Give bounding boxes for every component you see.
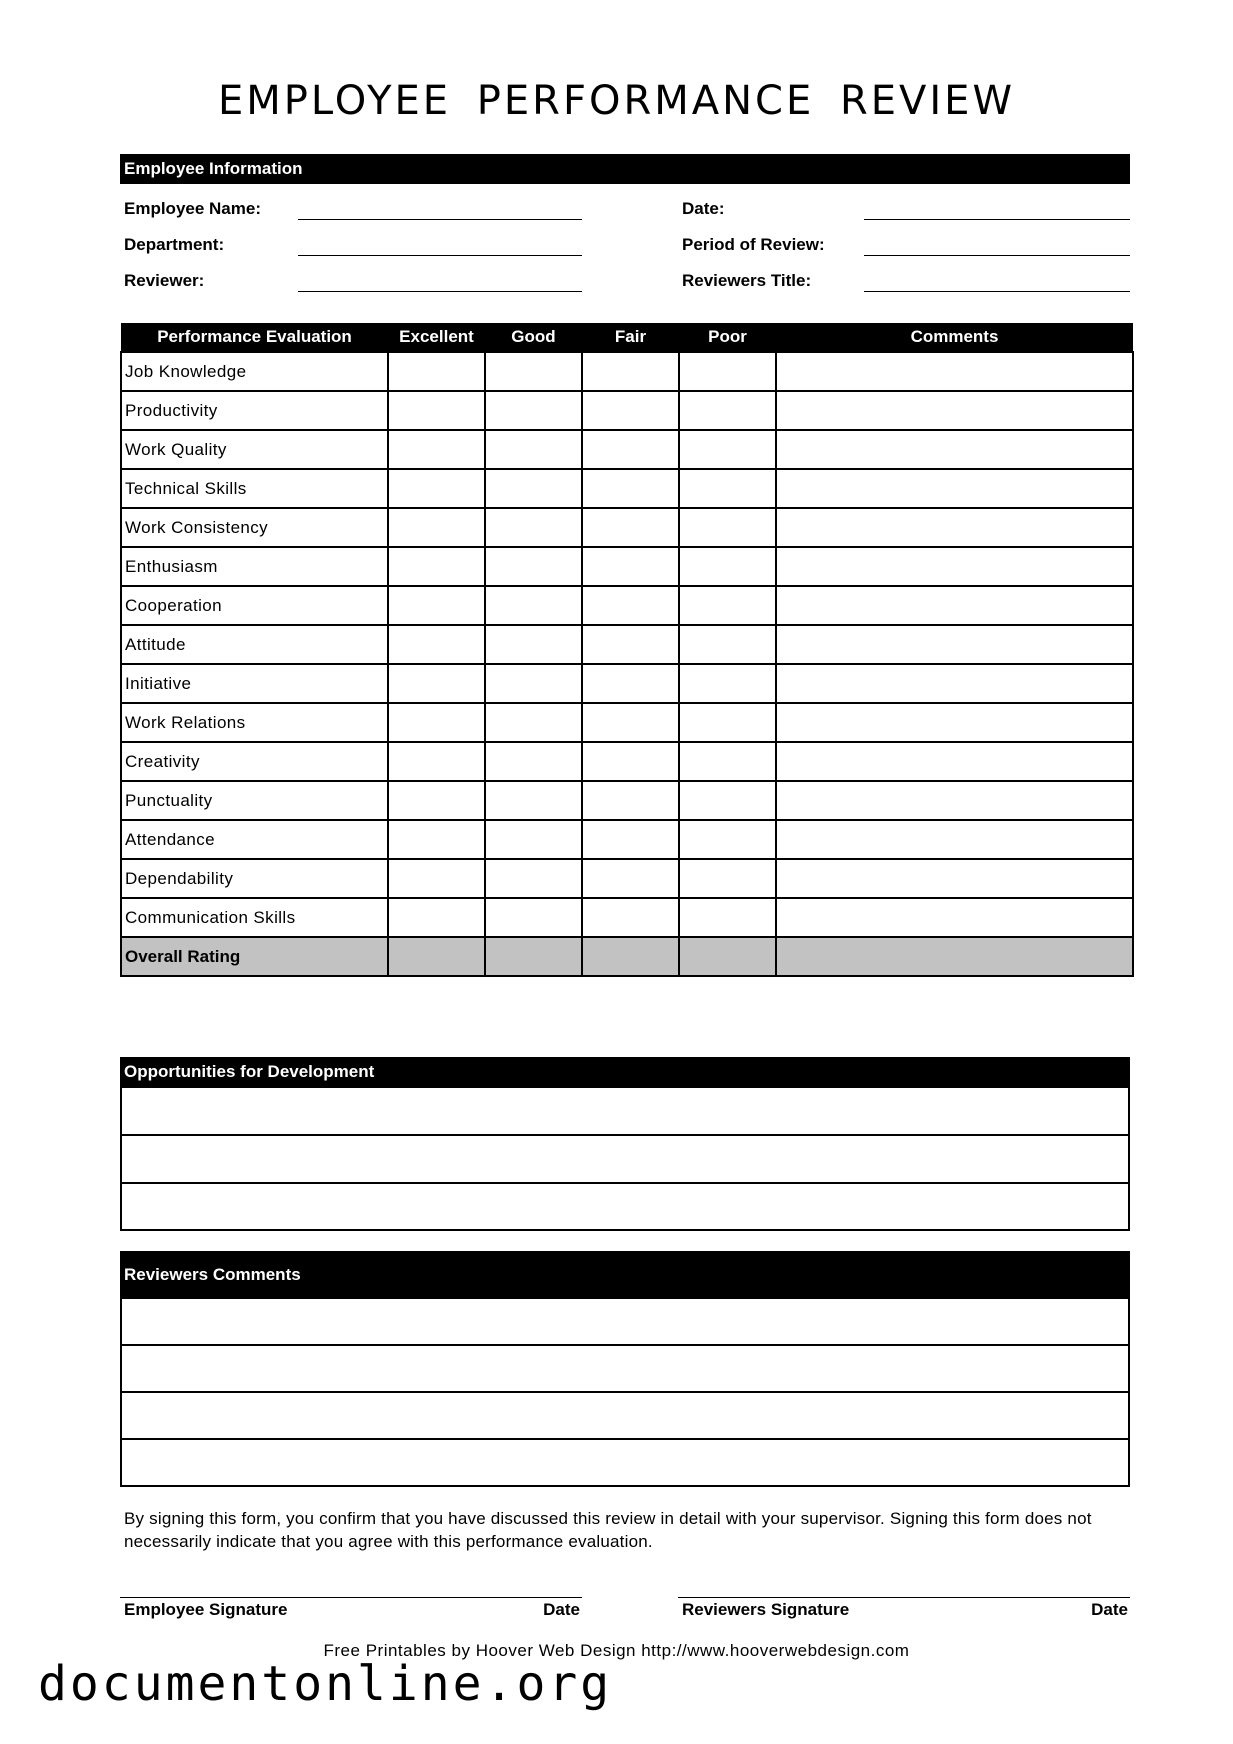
comments-cell[interactable] xyxy=(776,508,1133,547)
fair-cell[interactable] xyxy=(582,547,679,586)
evaluation-header-row xyxy=(121,323,1133,352)
page-title: EMPLOYEE PERFORMANCE REVIEW xyxy=(218,78,1015,124)
table-row xyxy=(121,781,1133,820)
good-cell[interactable] xyxy=(485,547,582,586)
table-row xyxy=(121,898,1133,937)
employee-signature-line[interactable] xyxy=(120,1597,582,1621)
excellent-cell[interactable] xyxy=(388,859,485,898)
excellent-cell[interactable] xyxy=(388,352,485,391)
comments-cell[interactable] xyxy=(776,820,1133,859)
criterion-label: Job Knowledge xyxy=(121,352,388,391)
poor-cell[interactable] xyxy=(679,547,776,586)
excellent-cell[interactable] xyxy=(388,820,485,859)
poor-cell[interactable] xyxy=(679,469,776,508)
reviewer-signature-line[interactable] xyxy=(678,1597,1130,1621)
comments-cell[interactable] xyxy=(776,586,1133,625)
fair-cell[interactable] xyxy=(582,469,679,508)
fair-cell[interactable] xyxy=(582,937,679,976)
table-row xyxy=(121,703,1133,742)
comments-cell[interactable] xyxy=(776,391,1133,430)
criterion-label: Attendance xyxy=(121,820,388,859)
department-field[interactable] xyxy=(298,255,582,256)
fair-cell[interactable] xyxy=(582,859,679,898)
comments-cell[interactable] xyxy=(776,937,1133,976)
fair-cell[interactable] xyxy=(582,586,679,625)
criterion-label: Communication Skills xyxy=(121,898,388,937)
criterion-label: Cooperation xyxy=(121,586,388,625)
criterion-label: Attitude xyxy=(121,625,388,664)
development-box xyxy=(120,1086,1130,1231)
overall-rating-row xyxy=(121,937,1133,976)
development-line[interactable] xyxy=(122,1088,1128,1136)
good-cell[interactable] xyxy=(485,937,582,976)
table-row xyxy=(121,508,1133,547)
criterion-label: Dependability xyxy=(121,859,388,898)
header-poor: Poor xyxy=(679,323,776,352)
table-row xyxy=(121,547,1133,586)
table-row xyxy=(121,820,1133,859)
poor-cell[interactable] xyxy=(679,508,776,547)
reviewer-comments-box xyxy=(120,1297,1130,1487)
comments-cell[interactable] xyxy=(776,625,1133,664)
poor-cell[interactable] xyxy=(679,625,776,664)
comments-cell[interactable] xyxy=(776,742,1133,781)
reviewer-comments-header: Reviewers Comments xyxy=(120,1251,1130,1298)
excellent-cell[interactable] xyxy=(388,469,485,508)
fair-cell[interactable] xyxy=(582,352,679,391)
poor-cell[interactable] xyxy=(679,703,776,742)
good-cell[interactable] xyxy=(485,781,582,820)
comments-cell[interactable] xyxy=(776,469,1133,508)
criterion-label: Technical Skills xyxy=(121,469,388,508)
poor-cell[interactable] xyxy=(679,859,776,898)
good-cell[interactable] xyxy=(485,469,582,508)
good-cell[interactable] xyxy=(485,664,582,703)
excellent-cell[interactable] xyxy=(388,625,485,664)
comment-line[interactable] xyxy=(122,1440,1128,1485)
comment-line[interactable] xyxy=(122,1299,1128,1346)
date-field[interactable] xyxy=(864,219,1130,220)
criterion-label: Work Consistency xyxy=(121,508,388,547)
fair-cell[interactable] xyxy=(582,781,679,820)
header-fair: Fair xyxy=(582,323,679,352)
criterion-label: Productivity xyxy=(121,391,388,430)
poor-cell[interactable] xyxy=(679,586,776,625)
good-cell[interactable] xyxy=(485,859,582,898)
date-label: Date: xyxy=(682,199,725,218)
poor-cell[interactable] xyxy=(679,742,776,781)
development-line[interactable] xyxy=(122,1184,1128,1229)
excellent-cell[interactable] xyxy=(388,742,485,781)
poor-cell[interactable] xyxy=(679,352,776,391)
header-performance-evaluation: Performance Evaluation xyxy=(121,323,388,352)
good-cell[interactable] xyxy=(485,352,582,391)
criterion-label: Initiative xyxy=(121,664,388,703)
excellent-cell[interactable] xyxy=(388,703,485,742)
good-cell[interactable] xyxy=(485,742,582,781)
comments-cell[interactable] xyxy=(776,859,1133,898)
comments-cell[interactable] xyxy=(776,547,1133,586)
development-header: Opportunities for Development xyxy=(120,1057,1130,1087)
criterion-label: Punctuality xyxy=(121,781,388,820)
excellent-cell[interactable] xyxy=(388,586,485,625)
comments-cell[interactable] xyxy=(776,703,1133,742)
fair-cell[interactable] xyxy=(582,703,679,742)
development-line[interactable] xyxy=(122,1136,1128,1184)
fair-cell[interactable] xyxy=(582,430,679,469)
poor-cell[interactable] xyxy=(679,820,776,859)
table-row xyxy=(121,430,1133,469)
department-label: Department: xyxy=(124,235,225,254)
signature-disclaimer: By signing this form, you confirm that you have discussed this review in detail with your supervisor. Signing this form does not necessarily indicate that you agree with this performance evaluation. xyxy=(124,1509,1092,1551)
excellent-cell[interactable] xyxy=(388,898,485,937)
poor-cell[interactable] xyxy=(679,898,776,937)
fair-cell[interactable] xyxy=(582,820,679,859)
excellent-cell[interactable] xyxy=(388,391,485,430)
period-of-review-label: Period of Review: xyxy=(682,235,825,254)
good-cell[interactable] xyxy=(485,898,582,937)
excellent-cell[interactable] xyxy=(388,508,485,547)
criterion-label: Work Quality xyxy=(121,430,388,469)
reviewer-label: Reviewer: xyxy=(124,271,205,290)
employee-name-field[interactable] xyxy=(298,219,582,220)
comment-line[interactable] xyxy=(122,1393,1128,1440)
excellent-cell[interactable] xyxy=(388,937,485,976)
fair-cell[interactable] xyxy=(582,898,679,937)
good-cell[interactable] xyxy=(485,586,582,625)
excellent-cell[interactable] xyxy=(388,781,485,820)
period-of-review-field[interactable] xyxy=(864,255,1130,256)
comment-line[interactable] xyxy=(122,1346,1128,1393)
fair-cell[interactable] xyxy=(582,508,679,547)
table-row xyxy=(121,742,1133,781)
table-row xyxy=(121,352,1133,391)
reviewer-signature-date-label: Date xyxy=(1091,1600,1128,1619)
comments-cell[interactable] xyxy=(776,352,1133,391)
poor-cell[interactable] xyxy=(679,937,776,976)
excellent-cell[interactable] xyxy=(388,430,485,469)
criterion-label: Work Relations xyxy=(121,703,388,742)
poor-cell[interactable] xyxy=(679,781,776,820)
watermark: documentonline.org xyxy=(38,1656,613,1712)
comments-cell[interactable] xyxy=(776,430,1133,469)
good-cell[interactable] xyxy=(485,820,582,859)
fair-cell[interactable] xyxy=(582,742,679,781)
good-cell[interactable] xyxy=(485,625,582,664)
good-cell[interactable] xyxy=(485,430,582,469)
excellent-cell[interactable] xyxy=(388,664,485,703)
reviewer-signature-label: Reviewers Signature xyxy=(682,1600,850,1619)
header-good: Good xyxy=(485,323,582,352)
poor-cell[interactable] xyxy=(679,391,776,430)
comments-cell[interactable] xyxy=(776,664,1133,703)
reviewers-title-label: Reviewers Title: xyxy=(682,271,812,290)
employee-name-label: Employee Name: xyxy=(124,199,261,218)
employee-signature-date-label: Date xyxy=(543,1600,580,1619)
employee-info-header: Employee Information xyxy=(120,154,1130,184)
overall-rating-label: Overall Rating xyxy=(121,937,388,976)
good-cell[interactable] xyxy=(485,703,582,742)
header-excellent: Excellent xyxy=(388,323,485,352)
reviewers-title-field[interactable] xyxy=(864,291,1130,292)
good-cell[interactable] xyxy=(485,508,582,547)
table-row xyxy=(121,625,1133,664)
table-row xyxy=(121,586,1133,625)
comments-cell[interactable] xyxy=(776,898,1133,937)
poor-cell[interactable] xyxy=(679,664,776,703)
table-row xyxy=(121,664,1133,703)
fair-cell[interactable] xyxy=(582,391,679,430)
comments-cell[interactable] xyxy=(776,781,1133,820)
excellent-cell[interactable] xyxy=(388,547,485,586)
fair-cell[interactable] xyxy=(582,625,679,664)
criterion-label: Enthusiasm xyxy=(121,547,388,586)
table-row xyxy=(121,391,1133,430)
good-cell[interactable] xyxy=(485,391,582,430)
footer-credit: Free Printables by Hoover Web Design http://www.hooverwebdesign.com xyxy=(323,1641,910,1660)
table-row xyxy=(121,859,1133,898)
performance-evaluation-table xyxy=(120,323,1134,977)
header-comments: Comments xyxy=(776,323,1133,352)
poor-cell[interactable] xyxy=(679,430,776,469)
table-row xyxy=(121,469,1133,508)
employee-signature-label: Employee Signature xyxy=(124,1600,288,1619)
reviewer-field[interactable] xyxy=(298,291,582,292)
criterion-label: Creativity xyxy=(121,742,388,781)
fair-cell[interactable] xyxy=(582,664,679,703)
